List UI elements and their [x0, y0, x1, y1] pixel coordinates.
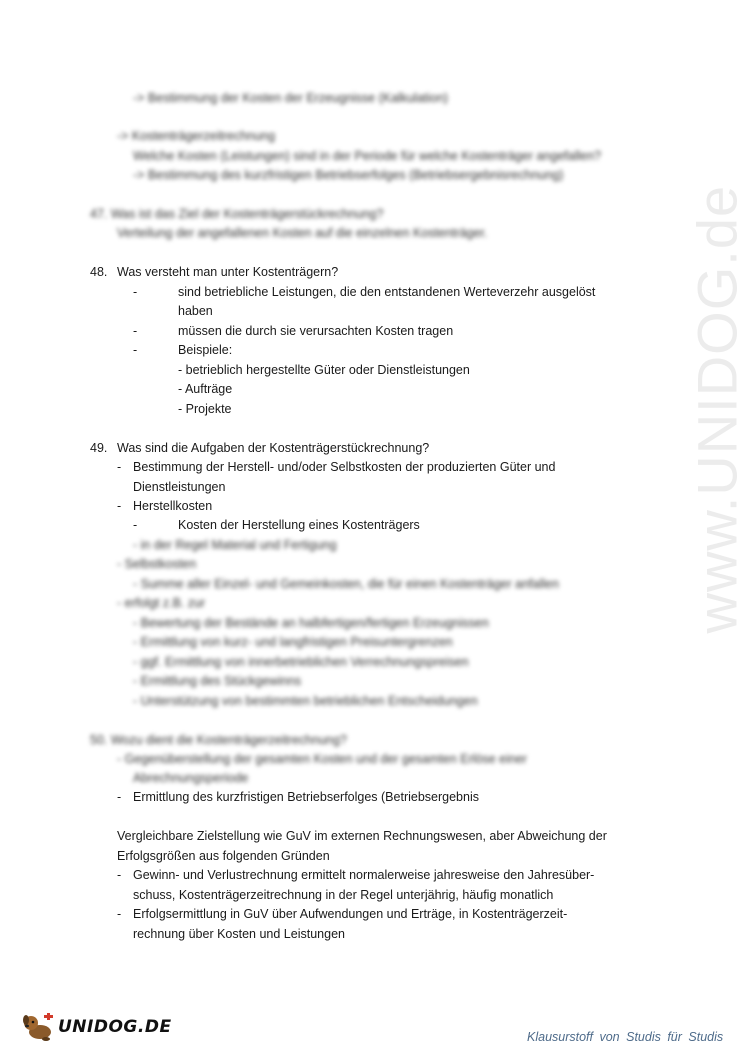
blurred-line: -> Bestimmung des kurzfristigen Betriebserfolges (Betriebsergebnisrechnung): [133, 168, 564, 182]
question-title: Was sind die Aufgaben der Kostenträgerstückrechnung?: [117, 441, 430, 455]
bullet-dash: -: [133, 518, 138, 532]
blurred-line: - in der Regel Material und Fertigung: [133, 538, 337, 552]
blurred-line: 47. Was ist das Ziel der Kostenträgerstückrechnung?: [90, 207, 384, 221]
answer-item: Bestimmung der Herstell- und/oder Selbstkosten der produzierten Güter und: [133, 460, 556, 474]
paragraph-line: Vergleichbare Zielstellung wie GuV im externen Rechnungswesen, aber Abweichung der: [117, 829, 607, 843]
blurred-line: Welche Kosten (Leistungen) sind in der Periode für welche Kostenträger angefallen?: [133, 149, 602, 163]
unidog-logo[interactable]: [22, 1012, 172, 1042]
bullet-dash: -: [117, 499, 122, 513]
question-title: Was versteht man unter Kostenträgern?: [117, 265, 339, 279]
bullet-dash: -: [117, 790, 122, 804]
sub-item: Kosten der Herstellung eines Kostenträgers: [178, 518, 420, 532]
bullet-item: rechnung über Kosten und Leistungen: [133, 927, 345, 941]
blurred-line: - ggf. Ermittlung von innerbetrieblichen Verrechnungspreisen: [133, 655, 469, 669]
blurred-line: -> Bestimmung der Kosten der Erzeugnisse (Kalkulation): [133, 91, 449, 105]
paragraph-line: Erfolgsgrößen aus folgenden Gründen: [117, 849, 330, 863]
answer-item: müssen die durch sie verursachten Kosten tragen: [178, 324, 454, 338]
example-item: - Aufträge: [178, 382, 233, 396]
bullet-item: schuss, Kostenträgerzeitrechnung in der Regel unterjährig, häufig monatlich: [133, 888, 554, 902]
blurred-line: - erfolgt z.B. zur: [117, 596, 206, 610]
answer-item: Dienstleistungen: [133, 480, 226, 494]
blurred-line: - Gegenüberstellung der gesamten Kosten und der gesamten Erlöse einer: [117, 752, 527, 766]
example-item: - Projekte: [178, 402, 232, 416]
bullet-dash: -: [133, 324, 138, 338]
dog-mascot-icon: [22, 1012, 56, 1042]
blurred-line: - Ermittlung des Stückgewinns: [133, 674, 302, 688]
bullet-item: Gewinn- und Verlustrechnung ermittelt normalerweise jahresweise den Jahresüber-: [133, 868, 595, 882]
blurred-line: - Unterstützung von bestimmten betrieblichen Entscheidungen: [133, 694, 478, 708]
answer-item: sind betriebliche Leistungen, die den entstandenen Werteverzehr ausgelöst: [178, 285, 596, 299]
logo-text: UNIDOG.DE: [58, 1017, 172, 1037]
bullet-item: Erfolgsermittlung in GuV über Aufwendungen und Erträge, in Kostenträgerzeit-: [133, 907, 568, 921]
answer-item: Herstellkosten: [133, 499, 213, 513]
bullet-dash: -: [117, 460, 122, 474]
blurred-line: -> Kostenträgerzeitrechnung: [117, 129, 276, 143]
question-number: 48.: [90, 265, 108, 279]
question-number: 49.: [90, 441, 108, 455]
watermark: www.UNIDOG.de: [685, 184, 749, 634]
answer-item: Beispiele:: [178, 343, 233, 357]
bullet-dash: -: [117, 907, 122, 921]
bullet-dash: -: [133, 343, 138, 357]
example-item: - betrieblich hergestellte Güter oder Dienstleistungen: [178, 363, 470, 377]
blurred-line: - Selbstkosten: [117, 557, 197, 571]
answer-item: Ermittlung des kurzfristigen Betriebserfolges (Betriebsergebnis: [133, 790, 479, 804]
blurred-line: Abrechnungsperiode: [133, 771, 249, 785]
bullet-dash: -: [133, 285, 138, 299]
blurred-line: - Ermittlung von kurz- und langfristigen Preisuntergrenzen: [133, 635, 453, 649]
blurred-line: Verteilung der angefallenen Kosten auf die einzelnen Kostenträger.: [117, 226, 488, 240]
footer-tagline: Klausurstoff von Studis für Studis: [527, 1030, 724, 1044]
blurred-line: 50. Wozu dient die Kostenträgerzeitrechnung?: [90, 733, 347, 747]
blurred-line: - Bewertung der Bestände an halbfertigen/fertigen Erzeugnissen: [133, 616, 489, 630]
blurred-line: - Summe aller Einzel- und Gemeinkosten, die für einen Kostenträger anfallen: [133, 577, 559, 591]
answer-item: haben: [178, 304, 213, 318]
bullet-dash: -: [117, 868, 122, 882]
